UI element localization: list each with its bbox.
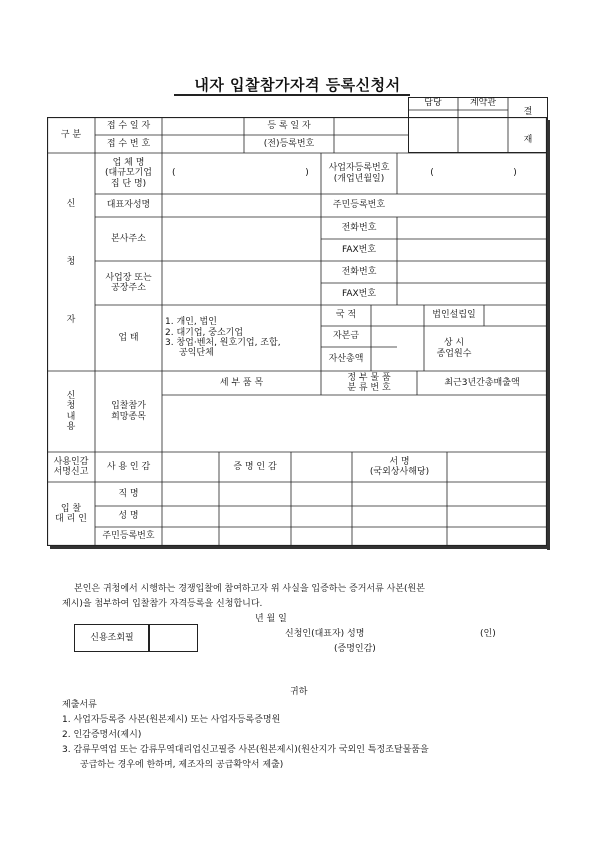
- document-item: 3. 감류무역업 또는 감류무역대리업신고필증 사본(원본제시)(원산지가 국외인 특정조달물품을: [62, 745, 429, 755]
- factory-fax-label: FAX번호: [341, 288, 377, 299]
- company-name-label: 업 체 명 (대규모기업 집 단 명): [105, 157, 152, 189]
- applicant-section-label: 신 청 자: [66, 198, 76, 325]
- cert-seal-note: (증명인감): [334, 644, 376, 654]
- document-item: 1. 사업자등록증 사본(원본제시) 또는 사업자등록증명원: [62, 715, 281, 725]
- credit-check-box: 신용조회필: [74, 624, 150, 652]
- submission-documents: [62, 698, 542, 773]
- form-title: 내자 입찰참가자격 등록신청서: [194, 76, 401, 94]
- document-item: 공급하는 경우에 한하며, 제조자의 공급확약서 제출): [80, 760, 284, 770]
- receipt-no-label: 접 수 번 호: [106, 138, 151, 149]
- hq-address-label: 본사주소: [111, 233, 146, 244]
- bid-items-label: 입찰참가 희망종목: [111, 401, 146, 422]
- business-type-options: 1. 개인, 법인 2. 대기업, 중소기업 3. 창업·벤처, 원호기업, 조합, 공익단체: [165, 317, 281, 359]
- bizno-paren-open: (: [430, 168, 434, 179]
- bizno-paren-close: ): [513, 168, 517, 179]
- title-underline: [174, 94, 410, 96]
- approval-side-2: 재: [523, 134, 533, 145]
- incorporation-date-label: 법인설립일: [432, 310, 476, 321]
- credit-check-sign-box: [148, 624, 198, 652]
- business-reg-no-label: 사업자등록번호 (개업년월일): [328, 163, 390, 184]
- agent-position-label: 직 명: [118, 488, 139, 499]
- user-seal-label: 사 용 인 감: [106, 461, 151, 472]
- factory-phone-label: 전화번호: [341, 266, 377, 277]
- representative-name-label: 대표자성명: [106, 200, 151, 211]
- approval-officer: 계약관: [469, 98, 497, 109]
- seal-mark: (인): [480, 629, 496, 639]
- agent-resident-no-label: 주민등록번호: [102, 531, 155, 542]
- approval-staff: 담당: [424, 98, 442, 109]
- recent-sales-header: 최근3년간총매출액: [444, 377, 520, 388]
- table-shadow-bottom: [50, 546, 550, 549]
- factory-address-label: 사업장 또는 공장주소: [105, 272, 152, 293]
- hq-fax-label: FAX번호: [341, 244, 377, 255]
- employees-label: 상 시 종업원수: [436, 338, 472, 359]
- category-label: 구 분: [60, 129, 82, 140]
- agent-name-label: 성 명: [118, 511, 139, 522]
- applicant-signature-line: 신청인(대표자) 성명: [285, 629, 365, 639]
- documents-title: 제출서류: [62, 700, 97, 710]
- seal-report-label: 사용인감 서명신고: [53, 456, 89, 477]
- company-paren-close: ): [305, 168, 309, 179]
- gov-category-header: 정 부 물 품 분 류 번 호: [347, 372, 391, 393]
- business-type-label: 업 태: [118, 332, 139, 343]
- application-form-table: [47, 117, 547, 546]
- detail-items-header: 세 부 품 목: [219, 377, 264, 388]
- receipt-date-label: 접 수 일 자: [106, 120, 151, 131]
- application-content-label: 신 청 내 용: [66, 390, 76, 432]
- total-assets-label: 자산총액: [328, 353, 364, 364]
- table-shadow-right: [547, 120, 550, 550]
- hq-phone-label: 전화번호: [341, 222, 377, 233]
- previous-registration-no-label: (전)등록번호: [263, 138, 315, 149]
- addressee: 귀하: [290, 687, 308, 697]
- date-line: 년 월 일: [255, 614, 287, 624]
- nationality-label: 국 적: [335, 310, 357, 321]
- statement-paragraph: 본인은 귀청에서 시행하는 경쟁입찰에 참여하고자 위 사실을 입증하는 증거서류 사본(원본 제시)을 첨부하여 입찰참가 자격등록을 신청합니다.: [62, 584, 425, 609]
- registration-date-label: 등 록 일 자: [267, 120, 311, 131]
- capital-label: 자본금: [332, 331, 360, 342]
- document-item: 2. 인감증명서(제시): [62, 730, 142, 740]
- company-paren-open: (: [172, 168, 176, 179]
- bid-agent-label: 입 찰 대 리 인: [55, 503, 87, 524]
- resident-reg-no-label: 주민등록번호: [332, 200, 386, 211]
- approval-side-1: 결: [523, 106, 533, 117]
- signature-label: 서 명 (국외상사해당): [369, 456, 430, 477]
- cert-seal-label: 증 명 인 감: [233, 461, 277, 472]
